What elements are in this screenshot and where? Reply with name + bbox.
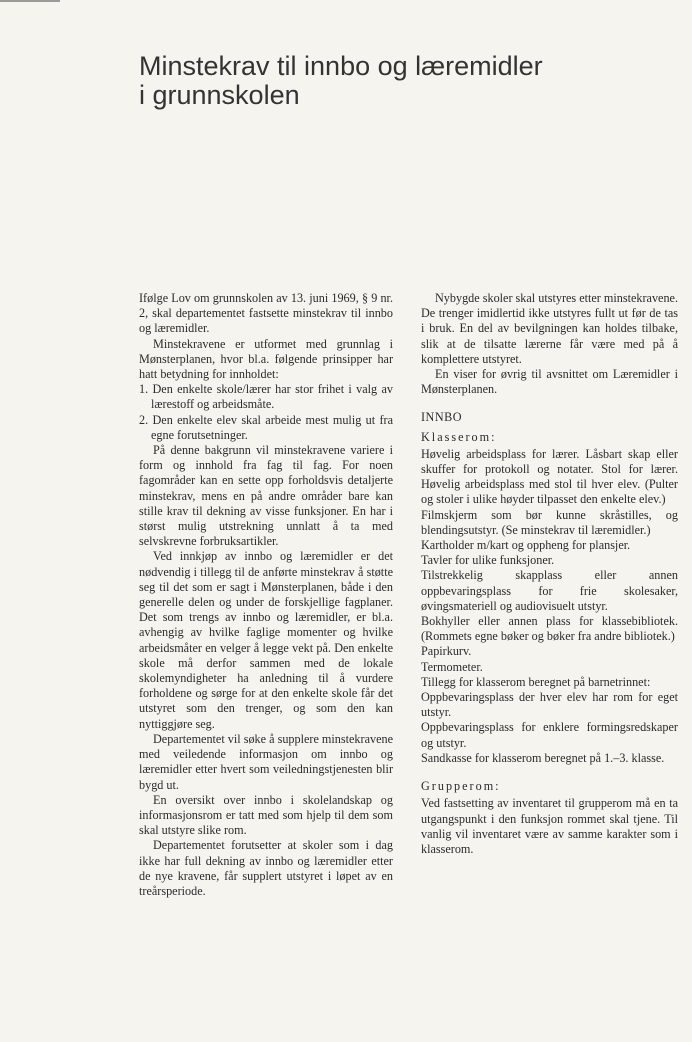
paragraph: Departementet vil søke å supplere minstekravene med veiledende informasjon om innbo og læremidler etter hvert som veiledningstjenesten blir bygd ut. bbox=[139, 731, 393, 792]
list-item: Bokhyller eller annen plass for klassebibliotek. (Rommets egne bøker og bøker fra andre bibliotek.) bbox=[421, 614, 678, 644]
list-item: Oppbevaringsplass for enklere formingsredskaper og utstyr. bbox=[421, 720, 678, 750]
section-heading: INNBO bbox=[421, 410, 463, 425]
paragraph: Ved innkjøp av innbo og læremidler er det nødvendig i tillegg til de anførte minstekrav å støtte seg til det som er sagt i Mønsterplanen, både i den generelle delen og under de forskjellige fagplaner. Det som trengs av innbo og læremidler, er bl.a. avhengig av hvilke faglige momenter og hvilke arbeidsmåter en velger å legge vekt på. Den enkelte skole må derfor sammen med de lokale skolemyndigheter ha anledning til å vurdere forholdene og sørge for at den enkelte skole får det utstyret som den trenger, og som den kan nyttiggjøre seg. bbox=[139, 549, 393, 731]
list-item: Termometer. bbox=[421, 659, 483, 674]
paragraph: Minstekravene er utformet med grunnlag i Mønsterplanen, hvor bl.a. følgende prinsipper har hatt betydning for innholdet: bbox=[139, 336, 393, 382]
list-item: Tillegg for klasserom beregnet på barnetrinnet: bbox=[421, 674, 651, 689]
paragraph: På denne bakgrunn vil minstekravene variere i form og innhold fra fag til fag. For noen fagområder kan en sette opp forholdsvis detaljerte minstekrav, mens en på andre områder bare kan stille krav til dekning av visse funksjoner. En har i størst mulig utstrekning unnlatt å ta med selvskrevne forbruksartikler. bbox=[139, 443, 393, 549]
top-rule bbox=[0, 0, 60, 2]
list-item: 1. Den enkelte skole/lærer har stor frihet i valg av lærestoff og arbeidsmåte. bbox=[139, 382, 393, 412]
list-item: Høvelig arbeidsplass for lærer. Låsbart skap eller skuffer for protokoll og notater. Stol for lærer. Høvelig arbeidsplass med stol til hver elev. (Pulter og stoler i ulike høyder tilpasset den enkelte elev.) bbox=[421, 446, 678, 507]
subsection-heading: Klasserom: bbox=[421, 429, 497, 444]
list-item: Filmskjerm som bør kunne skråstilles, og blendingsutstyr. (Se minstekrav til læremidler.) bbox=[421, 507, 678, 537]
title-line-2: i grunnskolen bbox=[139, 80, 300, 110]
list-item: Papirkurv. bbox=[421, 644, 472, 659]
title-line-1: Minstekrav til innbo og læremidler bbox=[139, 51, 543, 81]
list-item: Tavler for ulike funksjoner. bbox=[421, 553, 555, 568]
paragraph: Nybygde skoler skal utstyres etter minstekravene. De trenger imidlertid ikke utstyres fullt ut før de tas i bruk. En del av bevilgningen kan holdes tilbake, slik at de tilsatte lærerne får være med på å komplettere utstyret. bbox=[421, 291, 679, 366]
paragraph: Departementet forutsetter at skoler som i dag ikke har full dekning av innbo og læremidler etter de nye kravene, får supplert utstyret i løpet av en treårsperiode. bbox=[139, 838, 393, 898]
list-item: 2. Den enkelte elev skal arbeide mest mulig ut fra egne forutsetninger. bbox=[139, 412, 393, 442]
list-item: Kartholder m/kart og oppheng for plansjer. bbox=[421, 538, 631, 553]
list-item: Tilstrekkelig skapplass eller annen oppbevaringsplass for frie skolesaker, øvingsmateriell og audiovisuelt utstyr. bbox=[421, 568, 678, 613]
right-column bbox=[421, 291, 678, 857]
left-column bbox=[139, 291, 393, 899]
list-item: Oppbevaringsplass der hver elev har rom for eget utstyr. bbox=[421, 690, 678, 720]
paragraph: Ifølge Lov om grunnskolen av 13. juni 1969, § 9 nr. 2, skal departementet fastsette minstekrav til innbo og læremidler. bbox=[139, 291, 393, 336]
subsection-heading: Grupperom: bbox=[421, 779, 501, 794]
paragraph: Ved fastsetting av inventaret til grupperom må en ta utgangspunkt i den funksjon rommet skal tjene. Til vanlig vil inventaret være av samme karakter som i klasserom. bbox=[421, 796, 678, 856]
paragraph: En oversikt over innbo i skolelandskap og informasjonsrom er tatt med som hjelp til dem som skal utstyre slike rom. bbox=[139, 792, 393, 838]
page-title bbox=[139, 52, 659, 110]
paragraph: En viser for øvrig til avsnittet om Læremidler i Mønsterplanen. bbox=[421, 367, 678, 397]
list-item: Sandkasse for klasserom beregnet på 1.–3. klasse. bbox=[421, 750, 665, 765]
